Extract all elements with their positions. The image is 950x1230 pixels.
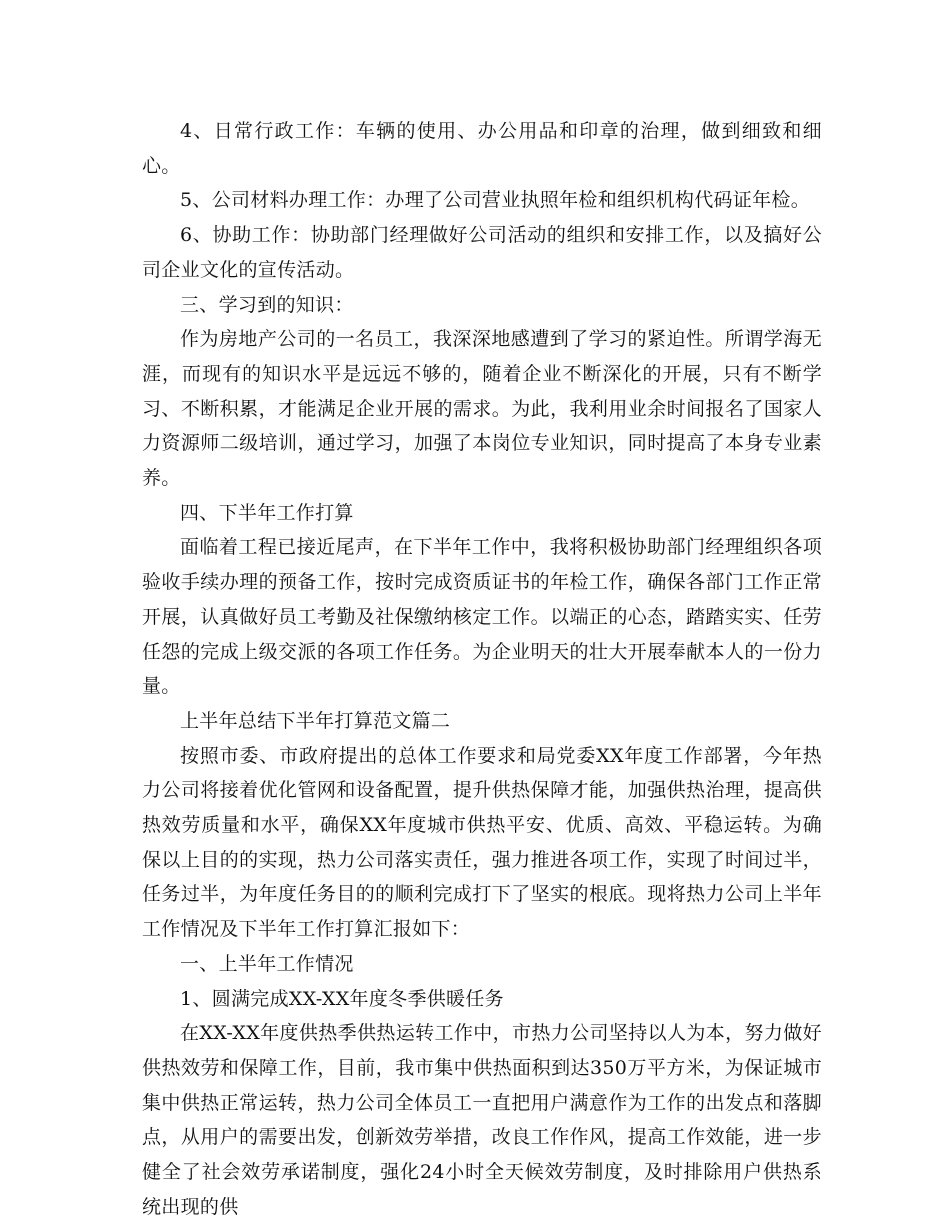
paragraph-plan: 面临着工程已接近尾声，在下半年工作中，我将积极协助部门经理组织各项验收手续办理的预备工作，按时完成资质证书的年检工作，确保各部门工作正常开展，认真做好员工考勤及社保缴纳核定工作。以端正的心态，踏踏实实、任劳任怨的完成上级交派的各项工作任务。为企业明天的壮大开展奉献本人的一份力量。 <box>142 536 822 698</box>
subheading-winter-heating: 1、圆满完成XX-XX年度冬季供暖任务 <box>180 987 504 1010</box>
paragraph-heating-season: 在XX-XX年度供热季供热运转工作中，市热力公司坚持以人为本，努力做好供热效劳和保障工作，目前，我市集中供热面积到达350万平方米，为保证城市集中供热正常运转，热力公司全体员工一直把用户满意作为工作的出发点和落脚点，从用户的需要出发，创新效劳举措，改良工作作风，提高工作效能，进一步健全了社会效劳承诺制度，强化24小时全天候效劳制度，及时排除用户供热系统出现的供 <box>142 1022 822 1218</box>
paragraph-intro: 按照市委、市政府提出的总体工作要求和局党委XX年度工作部署，今年热力公司将接着优化管网和设备配置，提升供热保障才能，加强供热治理，提高供热效劳质量和水平，确保XX年度城市供热平安、优质、高效、平稳运转。为确保以上目的的实现，热力公司落实责任，强力推进各项工作，实现了时间过半，任务过半，为年度任务目的的顺利完成打下了坚实的根底。现将热力公司上半年工作情况及下半年工作打算汇报如下： <box>142 744 822 941</box>
article-title-two: 上半年总结下半年打算范文篇二 <box>180 709 451 732</box>
section-heading-plan: 四、下半年工作打算 <box>180 501 354 524</box>
paragraph-knowledge: 作为房地产公司的一名员工，我深深地感遭到了学习的紧迫性。所谓学海无涯，而现有的知识水平是远远不够的，随着企业不断深化的开展，只有不断学习、不断积累，才能满足企业开展的需求。为此，我利用业余时间报名了国家人力资源师二级培训，通过学习，加强了本岗位专业知识，同时提高了本身专业素养。 <box>142 328 822 490</box>
section-heading-first-half: 一、上半年工作情况 <box>180 952 354 975</box>
paragraph-item-6: 6、协助工作：协助部门经理做好公司活动的组织和安排工作，以及搞好公司企业文化的宣传活动。 <box>142 224 822 281</box>
section-heading-knowledge: 三、学习到的知识： <box>180 293 354 316</box>
document-body <box>142 114 822 1225</box>
paragraph-item-4: 4、日常行政工作：车辆的使用、办公用品和印章的治理，做到细致和细心。 <box>142 120 822 177</box>
paragraph-item-5: 5、公司材料办理工作：办理了公司营业执照年检和组织机构代码证年检。 <box>180 189 810 212</box>
